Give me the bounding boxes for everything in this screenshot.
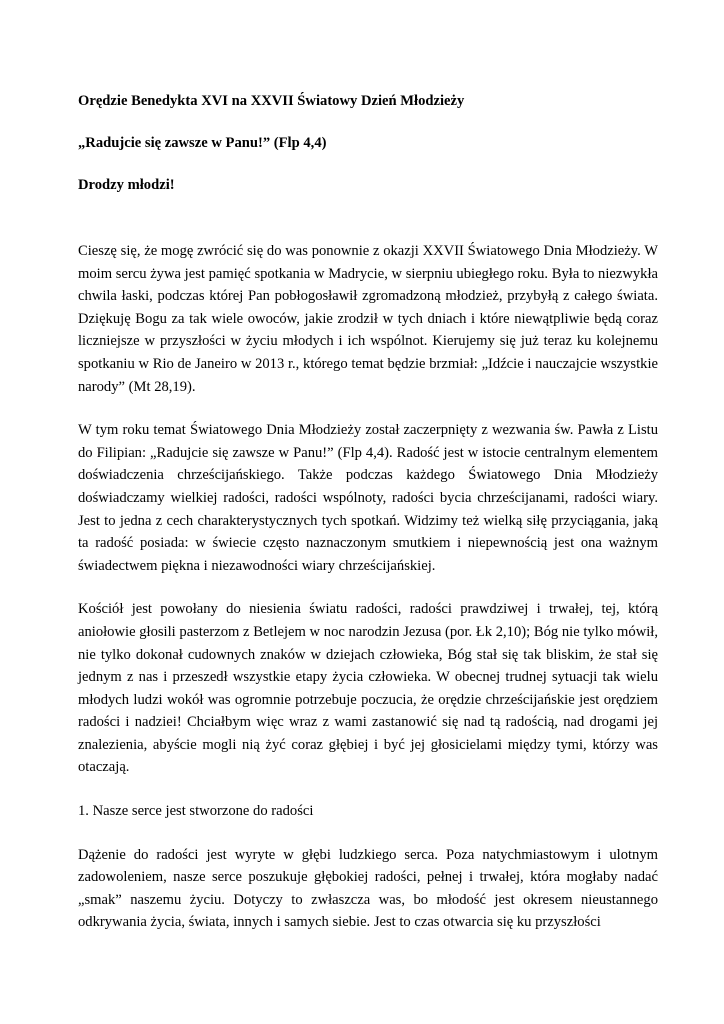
section-paragraph: Dążenie do radości jest wyryte w głębi ludzkiego serca. Poza natychmiastowym i ulotnym zadowoleniem, nasze serce poszukuje głębokiej radości, pełnej i trwałej, która mogłaby nadać „smak” naszemu życiu. Dotyczy to zwłaszcza was, bo młodość jest okresem nieustannego odkrywania życia, świata, innych i samych siebie. Jest to czas otwarcia się ku przyszłości (78, 846, 658, 931)
document-page (78, 90, 658, 955)
paragraph-2: W tym roku temat Światowego Dnia Młodzieży został zaczerpnięty z wezwania św. Pawła z Listu do Filipian: „Radujcie się zawsze w Panu!” (Flp 4,4). Radość jest w istocie centralnym elementem doświadczenia chrześcijańskiego. Także podczas każdego Światowego Dnia Młodzieży doświadczamy wielkiej radości, radości wspólnoty, radości bycia chrześcijanami, radości wiary. Jest to jedna z cech charakterystycznych tych spotkań. Widzimy też wielką siłę przyciągania, jaką ta radość posiada: w świecie często naznaczonym smutkiem i niepewnością jest ona ważnym świadectwem piękna i niezawodności wiary chrześcijańskiej. (78, 422, 658, 574)
section-heading: 1. Nasze serce jest stworzone do radości (78, 803, 314, 820)
document-title: Orędzie Benedykta XVI na XXVII Światowy Dzień Młodzieży (78, 93, 465, 109)
paragraph-3: Kościół jest powołany do niesienia światu radości, radości prawdziwej i trwałej, tej, którą aniołowie głosili pasterzom z Betlejem w noc narodzin Jezusa (por. Łk 2,10); Bóg nie tylko mówił, nie tylko dokonał cudownych znaków w dziejach człowieka, Bóg stał się tak bliskim, że stał się jednym z nas i przeszedł wszystkie etapy życia człowieka. W obecnej trudnej sytuacji tak wielu młodych ludzi wokół was ogromnie potrzebuje poczucia, że orędzie chrześcijańskie jest orędziem radości i nadziei! Chciałbym więc wraz z wami zastanowić się nad tą radością, nad drogami jej znalezienia, abyście mogli nią żyć coraz głębiej i być jej głosicielami między tymi, którzy was otaczają. (78, 601, 658, 776)
document-motto: „Radujcie się zawsze w Panu!” (Flp 4,4) (78, 135, 327, 151)
document-greeting: Drodzy młodzi! (78, 177, 175, 193)
paragraph-1: Cieszę się, że mogę zwrócić się do was ponownie z okazji XXVII Światowego Dnia Młodzieży. W moim sercu żywa jest pamięć spotkania w Madrycie, w sierpniu ubiegłego roku. Była to niezwykła chwila łaski, podczas której Pan pobłogosławił zgromadzoną młodzież, przybyłą z całego świata. Dziękuję Bogu za tak wiele owoców, jakie zrodził w tych dniach i które niewątpliwie będą coraz liczniejsze w przyszłości w życiu młodych i ich wspólnot. Kierujemy się już teraz ku kolejnemu spotkaniu w Rio de Janeiro w 2013 r., którego temat będzie brzmiał: „Idźcie i nauczajcie wszystkie narody” (Mt 28,19). (78, 243, 658, 395)
